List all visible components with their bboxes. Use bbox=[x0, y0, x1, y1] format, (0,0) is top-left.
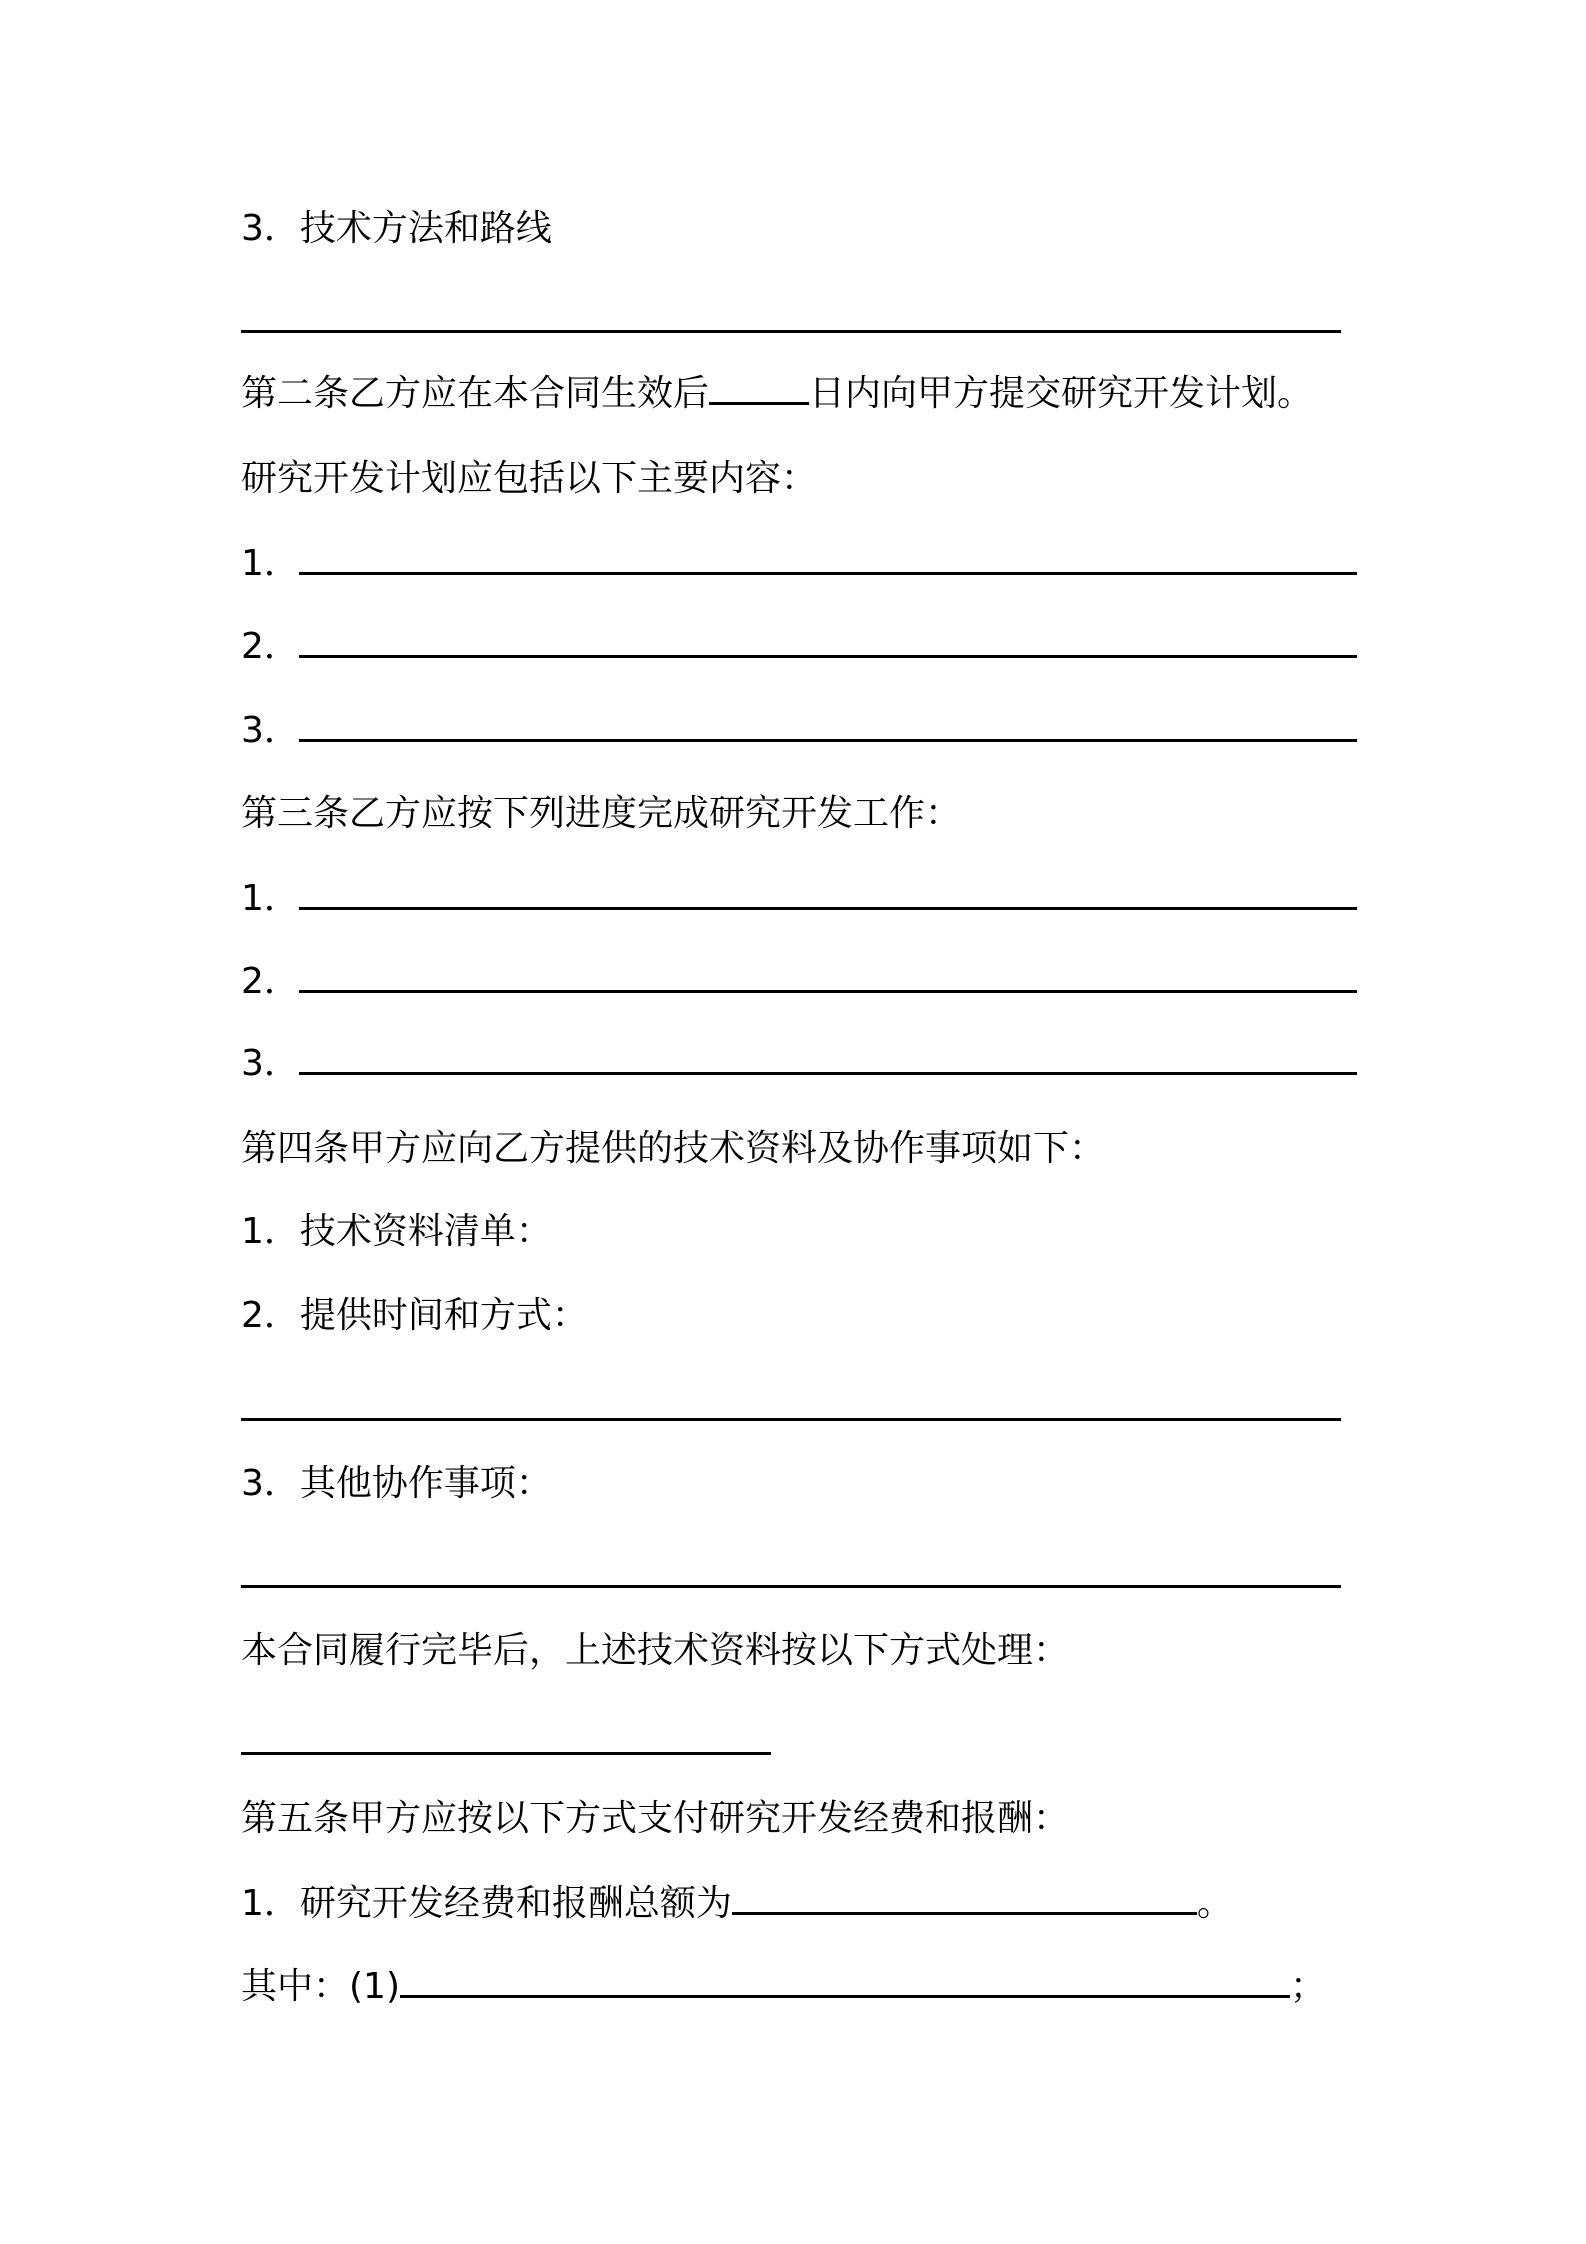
blank-line[interactable] bbox=[241, 1752, 771, 1755]
after-completion: 本合同履行完毕后，上述技术资料按以下方式处理： bbox=[241, 1630, 1070, 1671]
among-blank[interactable] bbox=[400, 1963, 1290, 1998]
article-5-heading: 第五条甲方应按以下方式支付研究开发经费和报酬： bbox=[241, 1798, 1070, 1839]
total-amount-line bbox=[241, 1880, 1233, 1928]
plan-item-1-blank[interactable] bbox=[299, 540, 1357, 575]
total-amount-text: 1．研究开发经费和报酬总额为 bbox=[241, 1883, 732, 1924]
schedule-item-1-blank[interactable] bbox=[299, 875, 1357, 910]
blank-line[interactable] bbox=[241, 1418, 1341, 1421]
article-2-line bbox=[241, 370, 1313, 418]
article-2-text-b: 日内向甲方提交研究开发计划。 bbox=[809, 373, 1314, 414]
item-number: 3． bbox=[241, 1043, 300, 1084]
time-and-method: 2．提供时间和方式： bbox=[241, 1295, 588, 1336]
article-4-heading: 第四条甲方应向乙方提供的技术资料及协作事项如下： bbox=[241, 1128, 1106, 1169]
among-end: ； bbox=[1290, 1966, 1327, 2007]
total-amount-blank[interactable] bbox=[732, 1880, 1197, 1915]
plan-content-heading: 研究开发计划应包括以下主要内容： bbox=[241, 458, 818, 499]
plan-item-2-blank[interactable] bbox=[299, 623, 1357, 658]
item-number: 1． bbox=[241, 878, 300, 919]
blank-line[interactable] bbox=[241, 330, 1341, 333]
schedule-item-1 bbox=[241, 875, 1357, 923]
total-amount-end: 。 bbox=[1196, 1883, 1233, 1924]
article-2-text-a: 第二条乙方应在本合同生效后 bbox=[241, 373, 710, 414]
other-cooperation: 3．其他协作事项： bbox=[241, 1463, 552, 1504]
tech-data-list: 1．技术资料清单： bbox=[241, 1211, 552, 1252]
among-line bbox=[241, 1963, 1326, 2011]
item-number: 2． bbox=[241, 626, 300, 667]
schedule-item-3 bbox=[241, 1040, 1357, 1088]
schedule-item-2-blank[interactable] bbox=[299, 958, 1357, 993]
item-number: 3． bbox=[241, 710, 300, 751]
among-text: 其中：(1) bbox=[241, 1966, 400, 2007]
item-number: 1． bbox=[241, 543, 300, 584]
plan-item-3 bbox=[241, 707, 1357, 755]
article-3-heading: 第三条乙方应按下列进度完成研究开发工作： bbox=[241, 793, 962, 834]
plan-item-2 bbox=[241, 623, 1357, 671]
schedule-item-2 bbox=[241, 958, 1357, 1006]
item-number: 2． bbox=[241, 961, 300, 1002]
schedule-item-3-blank[interactable] bbox=[299, 1040, 1357, 1075]
item-tech-method: 3．技术方法和路线 bbox=[241, 208, 552, 249]
plan-item-1 bbox=[241, 540, 1357, 588]
plan-item-3-blank[interactable] bbox=[299, 707, 1357, 742]
blank-line[interactable] bbox=[241, 1585, 1341, 1588]
days-blank[interactable] bbox=[709, 370, 809, 405]
